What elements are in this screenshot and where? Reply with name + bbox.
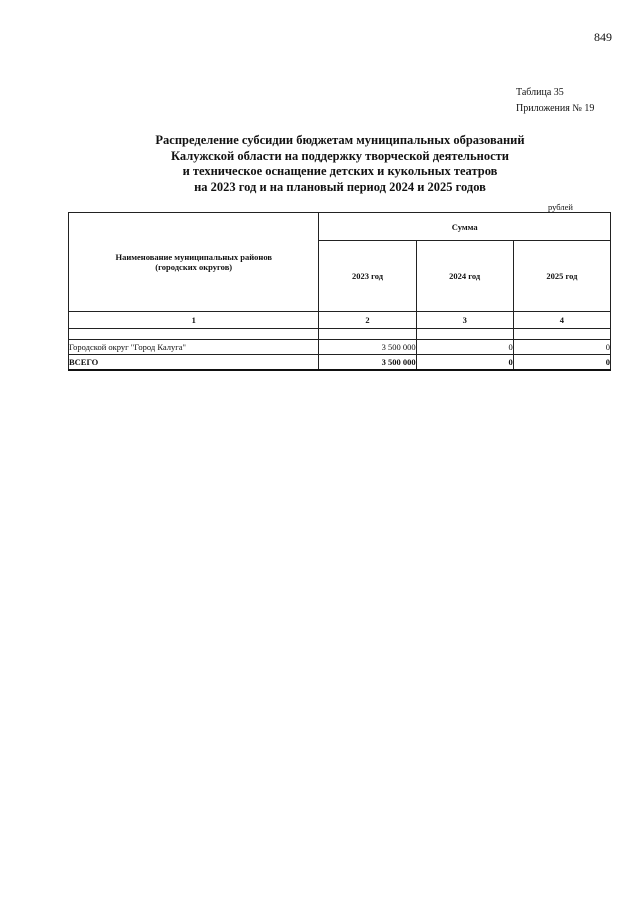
subsidy-table (68, 212, 611, 371)
appendix-reference: Приложения № 19 (516, 103, 595, 114)
year-header-2025: 2025 год (513, 241, 610, 312)
municipality-header-line-1: Наименование муниципальных районов (115, 252, 272, 262)
total-value-2025: 0 (513, 355, 610, 371)
row-value-2024: 0 (416, 340, 513, 355)
column-number-2: 2 (319, 312, 416, 329)
total-label: ВСЕГО (69, 355, 319, 371)
municipality-column-header (69, 213, 319, 312)
row-value-2025: 0 (513, 340, 610, 355)
row-value-2023: 3 500 000 (319, 340, 416, 355)
total-value-2024: 0 (416, 355, 513, 371)
spacer-row (69, 329, 611, 340)
table-reference: Таблица 35 (516, 87, 564, 98)
sum-column-header: Сумма (319, 213, 611, 241)
row-municipality-name: Городской округ "Город Калуга" (69, 340, 319, 355)
total-row (69, 355, 611, 371)
table-row (69, 340, 611, 355)
title-line-2: Калужской области на поддержку творческой деятельности (170, 148, 509, 163)
year-header-2023: 2023 год (319, 241, 416, 312)
title-line-3: и техническое оснащение детских и кукольных театров (182, 164, 498, 178)
page-number: 849 (594, 30, 612, 44)
column-number-4: 4 (513, 312, 610, 329)
title-line-4: на 2023 год и на плановый период 2024 и 2025 годов (194, 179, 486, 194)
column-number-1: 1 (69, 312, 319, 329)
units-label: рублей (548, 202, 573, 212)
title-line-1: Распределение субсидии бюджетам муниципальных образований (155, 133, 525, 147)
column-number-3: 3 (416, 312, 513, 329)
document-title (80, 133, 600, 195)
total-value-2023: 3 500 000 (319, 355, 416, 371)
municipality-header-line-2: (городских округов) (155, 262, 233, 272)
year-header-2024: 2024 год (416, 241, 513, 312)
